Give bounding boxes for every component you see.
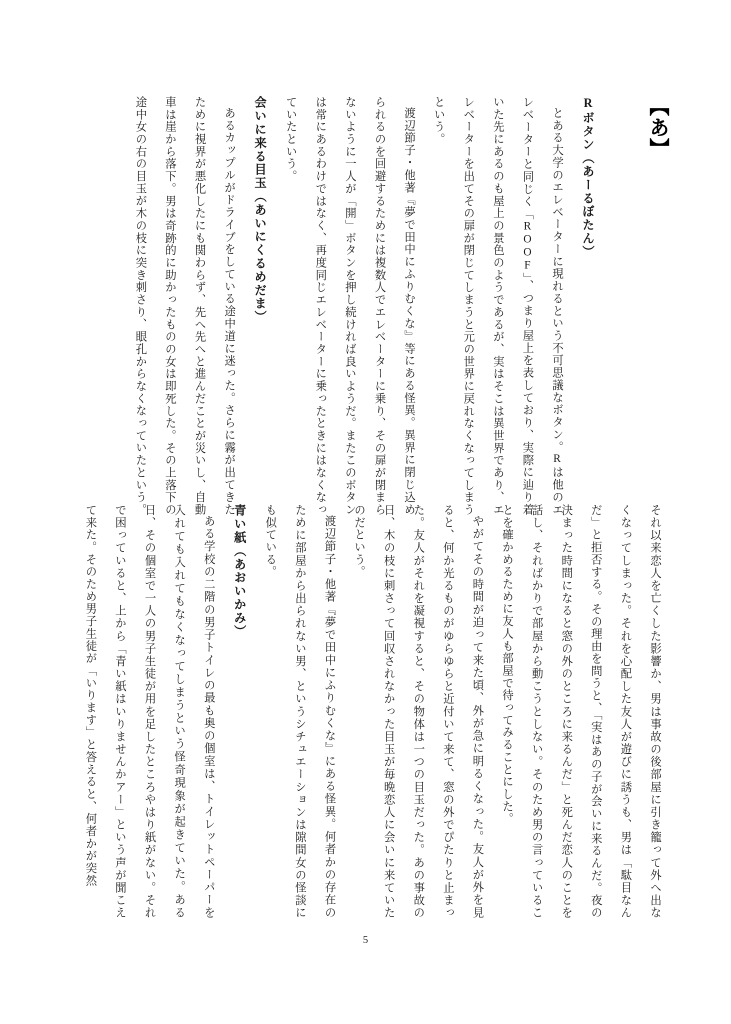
text-block-lower (79, 504, 669, 919)
entry-paragraph: ある学校の二階の男子トイレの最も奥の個室は、トイレットペーパーを入れても入れてもなくなってしまうという怪奇現象が起きていた。ある日、その個室で一人の男子生徒が用を足したところやはり紙がない。それで困っていると、上から「青い紙はいりませんかアー」という声が聞こえて来た。そのため男子生徒が「いります」と答えると、何者かが突然 (84, 504, 215, 919)
page-number: 5 (362, 935, 369, 946)
entry-paragraph: とある大学のエレベーターに現れるという不可思議なボタン。Rは他のエレベーターと同じく「ROOF」、つまり屋上を表しており、実際に辿り着いた先にあるのも屋上の景色のようであるが、実はそこは異世界であり、エレベーターを出てその扉が閉じてしまうと元の世界に戻れなくなってしまうという。 (432, 96, 564, 516)
entry-blue-paper (75, 504, 255, 919)
entry-title-r-button: Rボタン（あーるぼたん） (581, 96, 595, 259)
entry-title-blue-paper: 青い紙（あおいかみ） (232, 504, 247, 638)
entry-paragraph: あるカップルがドライブをしている途中道に迷った。さらに霧が出てきたために視界が悪化したにも関わらず、先へ先へと進んだことが災いし、自動車は崖から落下。男は奇跡的に助かったものの女は即死した。その上落下の途中女の右の目玉が木の枝に突き刺さり、眼孔からなくなっていたという。 (134, 96, 236, 516)
entry-paragraph: やがてその時間が迫って来た頃、外が急に明るくなった。友人が外を見ると、何か光るものがゆらゆらと近付いて来て、窓の外でぴたりと止まった。友人がそれを凝視すると、その物体は一つの目玉だった。あの事故の日、木の枝に刺さって回収されなかった目玉が毎晩恋人に会いに来ていたのだという。 (353, 504, 484, 919)
entry-paragraph: 渡辺節子・他著『夢で田中にふりむくな』にある怪異。何者かの存在のために部屋から出られない男、というシチュエーションは隙間女の怪談にも似ている。 (264, 504, 336, 919)
text-block-upper (133, 96, 603, 516)
kana-section-header: 【あ】 (646, 96, 668, 159)
entry-eye-that-comes-to-visit-continued (255, 504, 669, 919)
entry-title-eye-that-comes-to-visit: 会いに来る目玉（あいにくるめだま） (253, 96, 268, 324)
entry-paragraph: それ以来恋人を亡くした影響か、男は事故の後部屋に引き籠って外へ出なくなってしまった。それを心配した友人が遊びに誘うも、男は「駄目なんだ」と拒否する。その理由を問うと、「実はあの子が会いに来るんだ。夜の決まった時間になると窓の外のところに来るんだ」と死んだ恋人のことを話し、そればかりで部屋から動こうとしない。そのため男の言っていることを確かめるために友人も部屋で待ってみることにした。 (501, 504, 661, 919)
entry-r-button (275, 96, 603, 516)
entry-eye-that-comes-to-visit (125, 96, 275, 516)
entry-paragraph: 渡辺節子・他著『夢で田中にふりむくな』等にある怪異。異界に閉じ込められるのを回避するためには複数人でエレベーターに乗り、その扉が閉まらないように一人が「開」ボタンを押し続ければ良いようだ。またこのボタンは常にあるわけではなく、再度同じエレベーターに乗ったときにはなくなっていたという。 (284, 96, 416, 516)
